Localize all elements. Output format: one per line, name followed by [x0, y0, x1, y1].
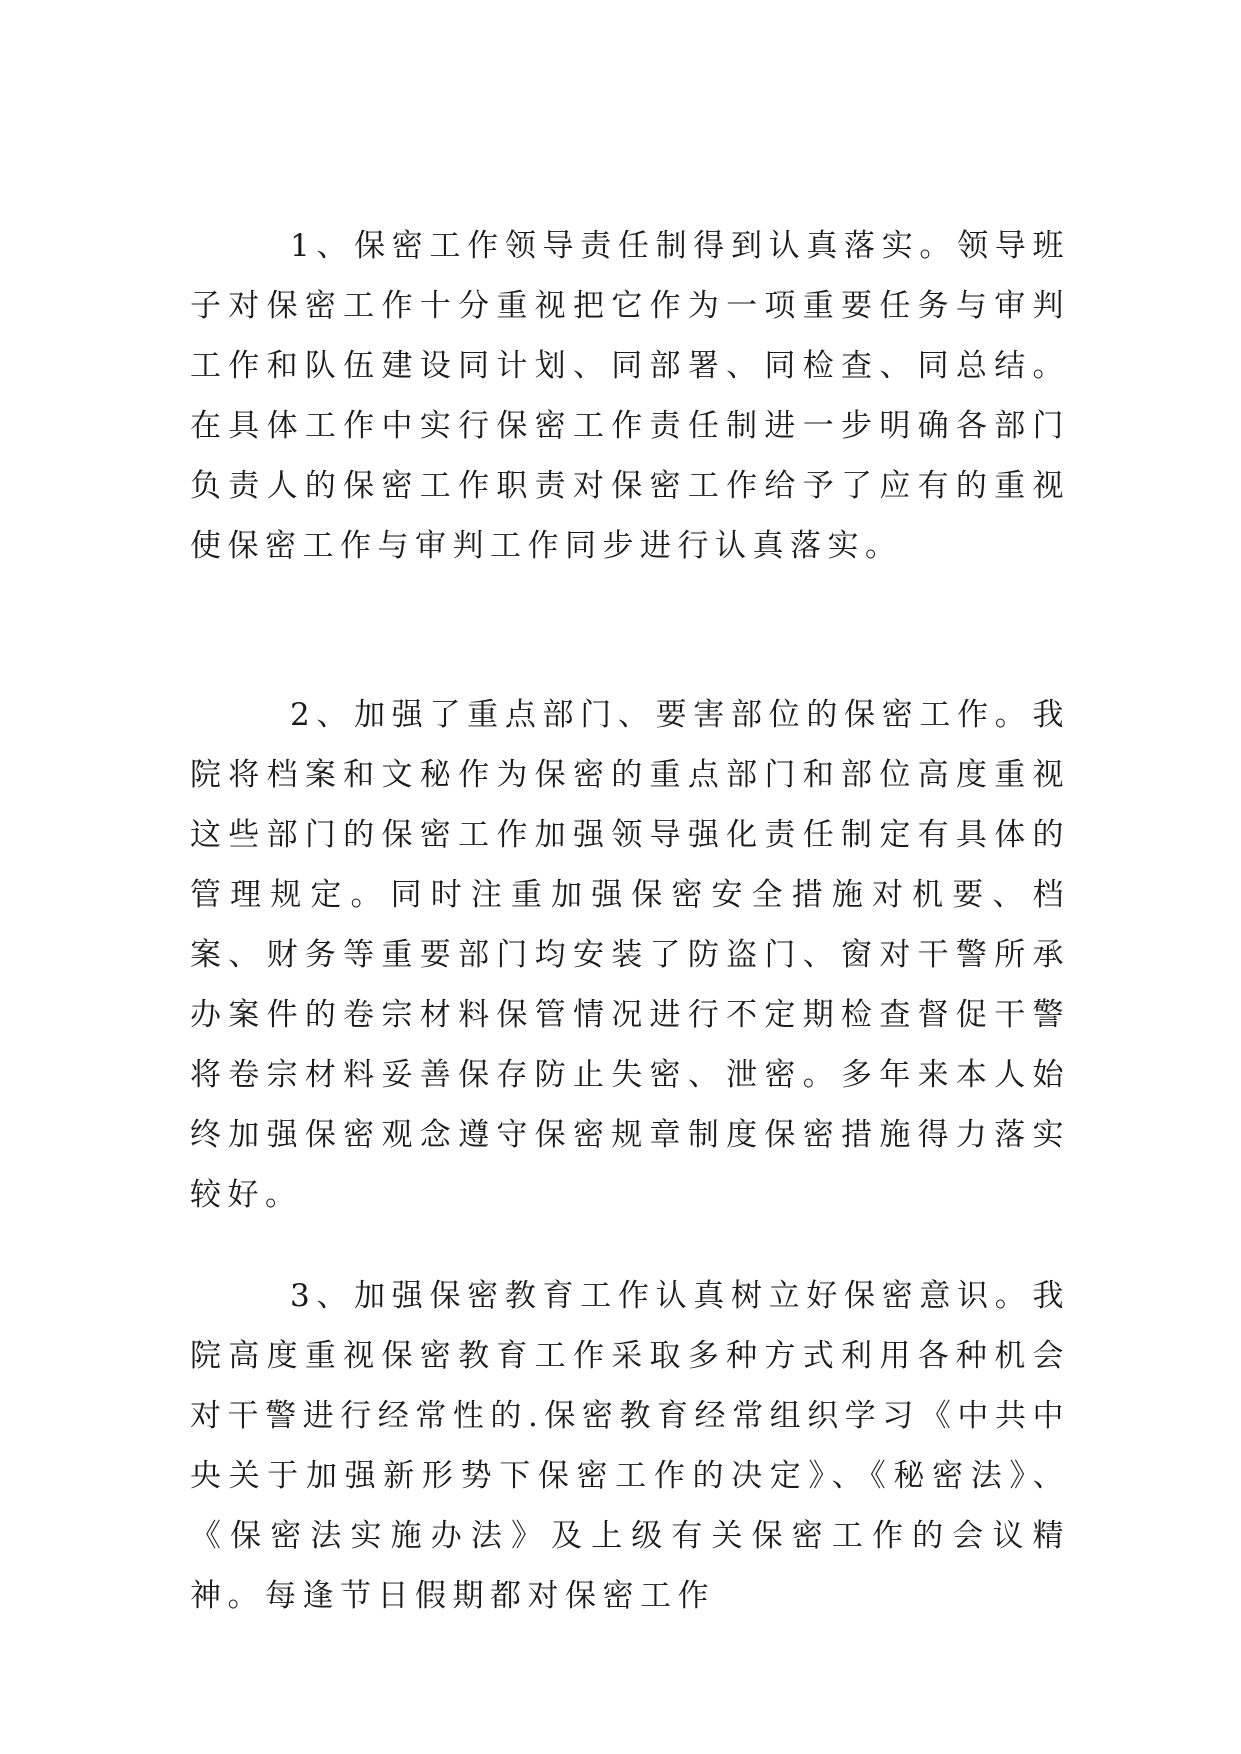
paragraph-3: 3、加强保密教育工作认真树立好保密意识。我院高度重视保密教育工作采取多种方式利用各种机会对干警进行经常性的.保密教育经常组织学习《中共中央关于加强新形势下保密工作的决定》、《秘密法》、《保密法实施办法》及上级有关保密工作的会议精神。每逢节日假期都对保密工作	[190, 1278, 1070, 1614]
paragraph-1: 1、保密工作领导责任制得到认真落实。领导班子对保密工作十分重视把它作为一项重要任务与审判工作和队伍建设同计划、同部署、同检查、同总结。在具体工作中实行保密工作责任制进一步明确各部门负责人的保密工作职责对保密工作给予了应有的重视使保密工作与审判工作同步进行认真落实。	[190, 228, 1070, 564]
paragraph-2: 2、加强了重点部门、要害部位的保密工作。我院将档案和文秘作为保密的重点部门和部位高度重视这些部门的保密工作加强领导强化责任制定有具体的管理规定。同时注重加强保密安全措施对机要、档案、财务等重要部门均安装了防盗门、窗对干警所承办案件的卷宗材料保管情况进行不定期检查督促干警将卷宗材料妥善保存防止失密、泄密。多年来本人始终加强保密观念遵守保密规章制度保密措施得力落实较好。	[190, 697, 1070, 1213]
